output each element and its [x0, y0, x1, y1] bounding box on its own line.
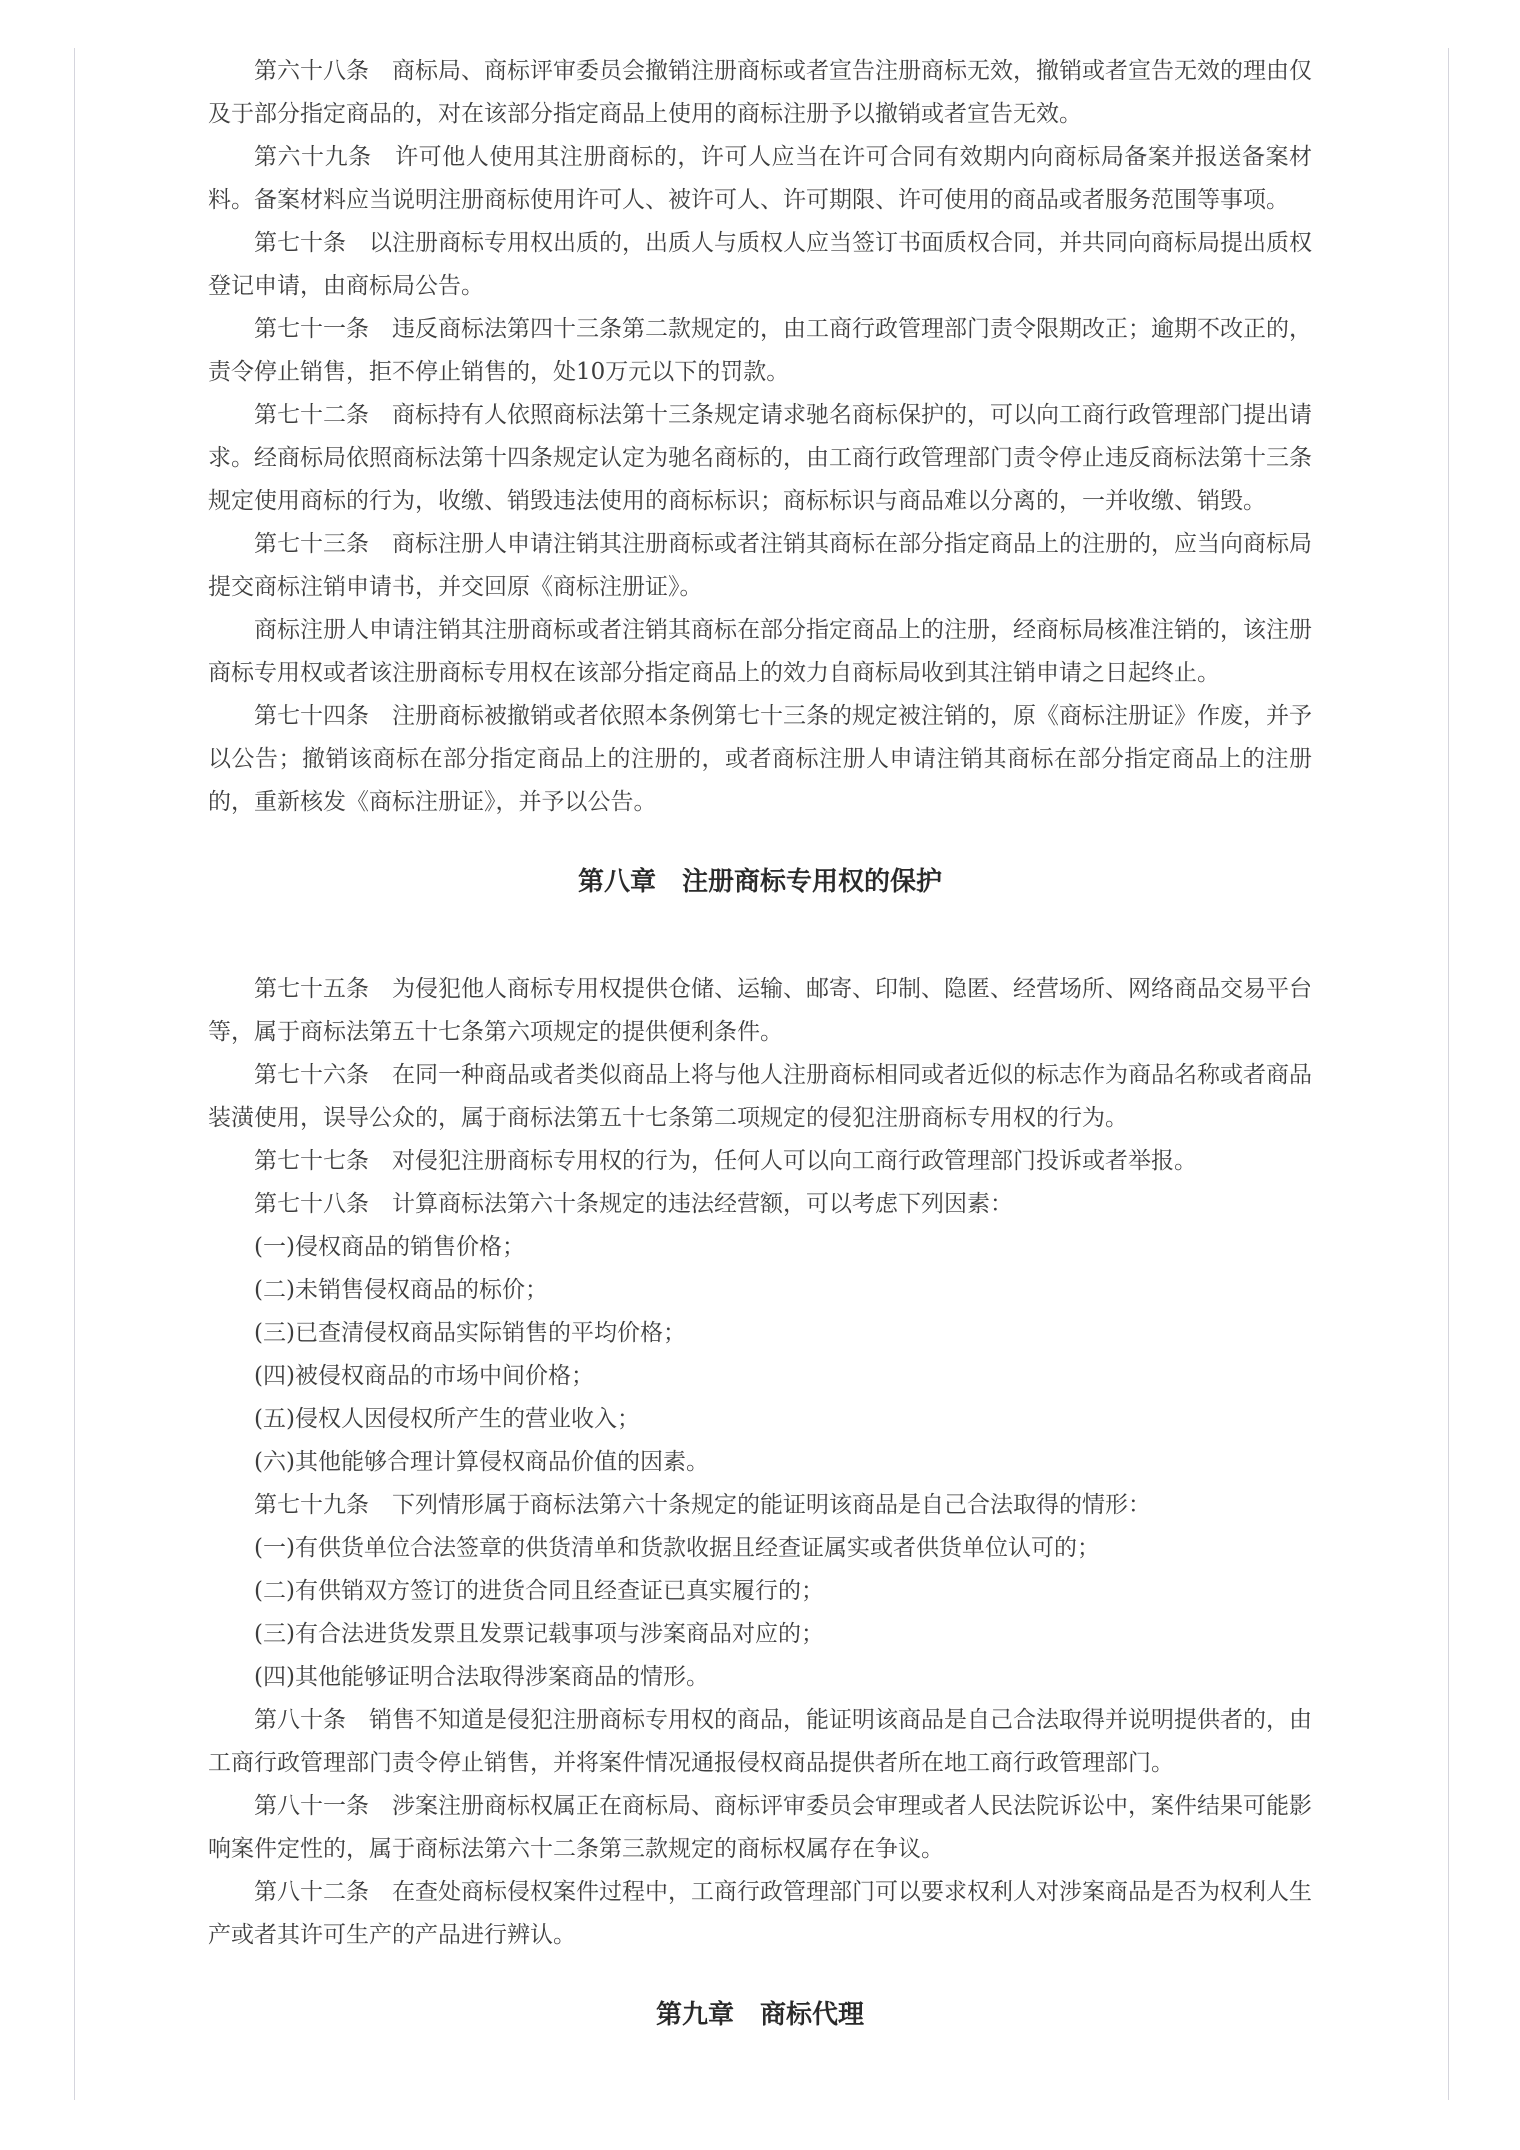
body-paragraph: (六)其他能够合理计算侵权商品价值的因素。	[254, 1449, 709, 1475]
body-paragraph: (四)其他能够证明合法取得涉案商品的情形。	[254, 1664, 709, 1690]
body-paragraph: 第八十条 销售不知道是侵犯注册商标专用权的商品，能证明该商品是自己合法取得并说明提供者的，由工商行政管理部门责令停止销售，并将案件情况通报侵权商品提供者所在地工商行政管理部门。	[208, 1707, 1312, 1776]
body-paragraph: (二)有供销双方签订的进货合同且经查证已真实履行的；	[254, 1578, 824, 1604]
body-paragraph: (五)侵权人因侵权所产生的营业收入；	[254, 1406, 640, 1432]
body-paragraph: (二)未销售侵权商品的标价；	[254, 1277, 548, 1303]
body-paragraph: 第七十八条 计算商标法第六十条规定的违法经营额，可以考虑下列因素：	[254, 1191, 1013, 1217]
body-paragraph: (四)被侵权商品的市场中间价格；	[254, 1363, 594, 1389]
body-paragraph: 第八十一条 涉案注册商标权属正在商标局、商标评审委员会审理或者人民法院诉讼中，案件结果可能影响案件定性的，属于商标法第六十二条第三款规定的商标权属存在争议。	[208, 1793, 1312, 1862]
body-paragraph: 第八十二条 在查处商标侵权案件过程中，工商行政管理部门可以要求权利人对涉案商品是否为权利人生产或者其许可生产的产品进行辨认。	[208, 1879, 1312, 1948]
body-paragraph: (一)侵权商品的销售价格；	[254, 1234, 525, 1260]
body-paragraph: 第七十六条 在同一种商品或者类似商品上将与他人注册商标相同或者近似的标志作为商品名称或者商品装潢使用，误导公众的，属于商标法第五十七条第二项规定的侵犯注册商标专用权的行为。	[208, 1062, 1312, 1131]
page-border-right	[1448, 48, 1449, 2100]
body-paragraph: 第七十三条 商标注册人申请注销其注册商标或者注销其商标在部分指定商品上的注册的，应当向商标局提交商标注销申请书，并交回原《商标注册证》。	[208, 531, 1312, 600]
body-paragraph: (三)已查清侵权商品实际销售的平均价格；	[254, 1320, 686, 1346]
chapter-heading: 第八章 注册商标专用权的保护	[577, 867, 942, 897]
body-paragraph: 第七十五条 为侵犯他人商标专用权提供仓储、运输、邮寄、印制、隐匿、经营场所、网络商品交易平台等，属于商标法第五十七条第六项规定的提供便利条件。	[208, 976, 1312, 1045]
body-paragraph: 第六十八条 商标局、商标评审委员会撤销注册商标或者宣告注册商标无效，撤销或者宣告无效的理由仅及于部分指定商品的，对在该部分指定商品上使用的商标注册予以撤销或者宣告无效。	[208, 58, 1312, 127]
body-paragraph: 商标注册人申请注销其注册商标或者注销其商标在部分指定商品上的注册，经商标局核准注销的，该注册商标专用权或者该注册商标专用权在该部分指定商品上的效力自商标局收到其注销申请之日起终止。	[208, 617, 1312, 686]
body-paragraph: 第七十一条 违反商标法第四十三条第二款规定的，由工商行政管理部门责令限期改正；逾期不改正的，责令停止销售，拒不停止销售的，处10万元以下的罚款。	[208, 316, 1312, 385]
body-paragraph: (一)有供货单位合法签章的供货清单和货款收据且经查证属实或者供货单位认可的；	[254, 1535, 1100, 1561]
chapter-heading: 第九章 商标代理	[655, 2000, 864, 2030]
body-paragraph: 第六十九条 许可他人使用其注册商标的，许可人应当在许可合同有效期内向商标局备案并报送备案材料。备案材料应当说明注册商标使用许可人、被许可人、许可期限、许可使用的商品或者服务范围等事项。	[208, 144, 1312, 213]
body-paragraph: 第七十条 以注册商标专用权出质的，出质人与质权人应当签订书面质权合同，并共同向商标局提出质权登记申请，由商标局公告。	[208, 230, 1312, 299]
body-paragraph: 第七十二条 商标持有人依照商标法第十三条规定请求驰名商标保护的，可以向工商行政管理部门提出请求。经商标局依照商标法第十四条规定认定为驰名商标的，由工商行政管理部门责令停止违反商标法第十三条规定使用商标的行为，收缴、销毁违法使用的商标标识；商标标识与商品难以分离的，一并收缴、销毁。	[208, 402, 1312, 514]
body-paragraph: 第七十四条 注册商标被撤销或者依照本条例第七十三条的规定被注销的，原《商标注册证》作废，并予以公告；撤销该商标在部分指定商品上的注册的，或者商标注册人申请注销其商标在部分指定商品上的注册的，重新核发《商标注册证》，并予以公告。	[208, 703, 1312, 815]
body-paragraph: 第七十七条 对侵犯注册商标专用权的行为，任何人可以向工商行政管理部门投诉或者举报。	[254, 1148, 1197, 1174]
body-paragraph: 第七十九条 下列情形属于商标法第六十条规定的能证明该商品是自己合法取得的情形：	[254, 1492, 1151, 1518]
page-border-left	[74, 48, 75, 2100]
body-paragraph: (三)有合法进货发票且发票记载事项与涉案商品对应的；	[254, 1621, 824, 1647]
document-content	[208, 50, 1312, 2101]
